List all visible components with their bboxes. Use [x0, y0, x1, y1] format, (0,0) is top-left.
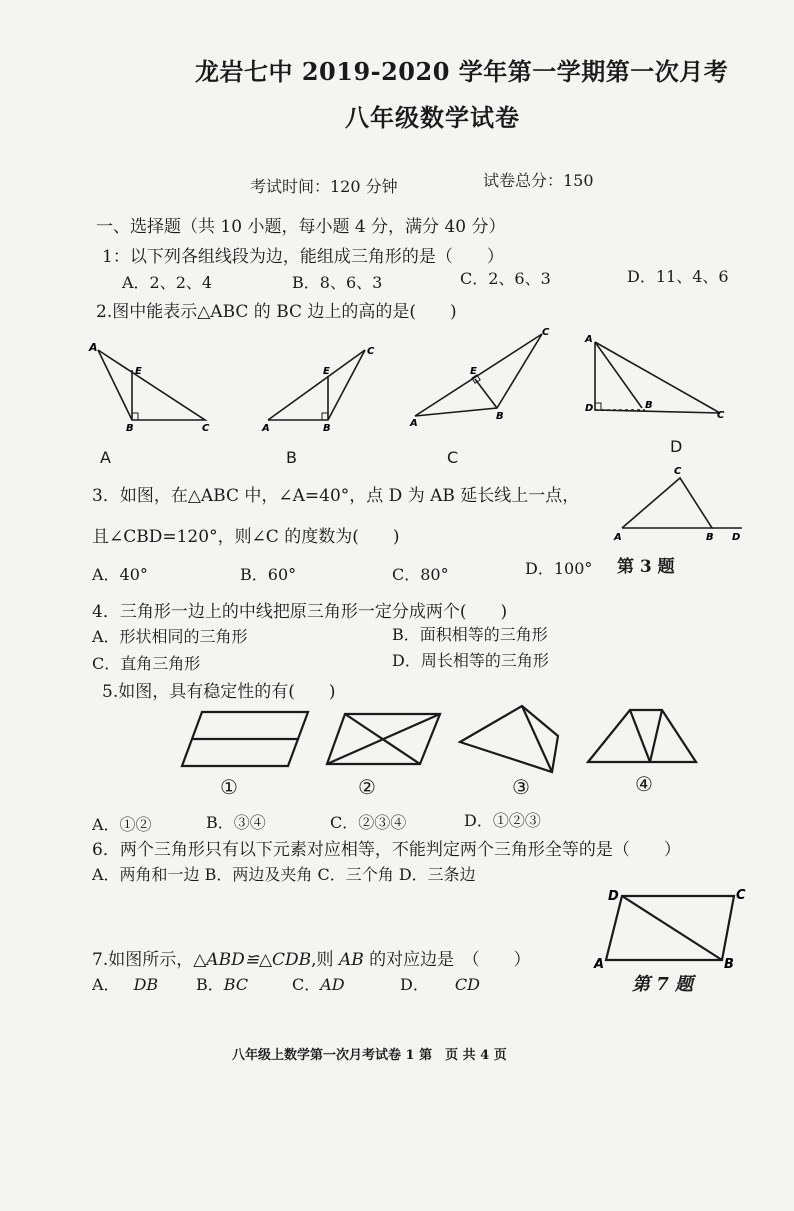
q7-option-d-key: D．: [400, 975, 429, 994]
q7-option-c-value: AD: [320, 975, 345, 994]
q7-option-b-key: B．: [196, 975, 224, 994]
q2-figures: [80, 318, 760, 438]
q3-label-c: C: [674, 466, 682, 477]
q3-label-a: A: [614, 532, 622, 543]
q5-stem: 5.如图，具有稳定性的有( ): [102, 682, 336, 702]
q3-option-b: B．60°: [240, 565, 297, 584]
q4-stem: 4．三角形一边上的中线把原三角形一定分成两个( ): [92, 602, 508, 622]
q4-option-b: B．面积相等的三角形: [392, 625, 548, 644]
q2d-label-a: A: [585, 334, 593, 345]
q1-option-c: C．2、6、3: [460, 269, 551, 288]
q4-option-c: C．直角三角形: [92, 654, 201, 673]
q7-option-d-value: CD: [454, 975, 480, 994]
q7-option-b-value: BC: [223, 975, 249, 994]
q7-option-c-key: C．: [292, 975, 321, 994]
q7-option-b: [196, 972, 248, 995]
q5-figures: [170, 700, 710, 780]
q7-label-d: D: [608, 889, 619, 904]
q3-option-d: D．100°: [525, 559, 593, 578]
q2a-label-b: B: [126, 423, 134, 434]
q4-option-d: D．周长相等的三角形: [392, 651, 549, 670]
q5-option-c: C．②③④: [330, 813, 407, 832]
page-footer: 八年级上数学第一次月考试卷 1 第 页 共 4 页: [232, 1048, 507, 1063]
q5-figure-label-4: ④: [635, 772, 653, 796]
q7-label-a: A: [594, 957, 605, 972]
q2c-label-b: B: [496, 411, 504, 422]
exam-subtitle: 八年级数学试卷: [345, 103, 520, 132]
q5-figure-label-3: ③: [512, 775, 530, 799]
q2b-label-a: A: [262, 423, 270, 434]
section-heading: 一、选择题（共 10 小题，每小题 4 分，满分 40 分）: [96, 217, 506, 237]
q5-figure-2: [327, 714, 440, 764]
q7-option-c: [292, 972, 345, 995]
q5-figure-4: [588, 710, 696, 762]
q2a-label-e: E: [135, 366, 142, 377]
q3-stem-line1: 3．如图，在△ABC 中，∠A=40°，点 D 为 AB 延长线上一点，: [92, 486, 580, 506]
q7-label-c: C: [736, 888, 746, 903]
q3-stem-line2: 且∠CBD=120°，则∠C 的度数为( ): [92, 527, 400, 547]
q1-option-d: D．11、4、6: [627, 267, 729, 286]
q2d-label-c: C: [717, 410, 725, 421]
q2-stem: 2.图中能表示△ABC 的 BC 边上的高的是( ): [96, 302, 457, 322]
q2-option-d-label: D: [670, 437, 683, 456]
q2b-label-b: B: [323, 423, 331, 434]
q3-option-a: A．40°: [92, 565, 148, 584]
q3-option-c: C．80°: [392, 565, 449, 584]
q2-option-a-label: A: [100, 448, 111, 467]
exam-title: 龙岩七中 2019-2020 学年第一学期第一次月考: [195, 57, 729, 86]
q2-figure-a: [98, 350, 205, 420]
q5-option-d: D．①②③: [464, 811, 541, 830]
q3-label-d: D: [732, 532, 741, 543]
q5-figure-label-2: ②: [358, 775, 376, 799]
q7-option-a: [92, 972, 158, 995]
q7-stem-suffix: 的对应边是 （ ）: [363, 950, 531, 970]
q3-label-b: B: [706, 532, 714, 543]
q5-figure-label-1: ①: [220, 775, 238, 799]
total-score: 试卷总分：150: [483, 171, 594, 190]
q7-stem-mid: ,则: [311, 950, 339, 970]
q3-fig-caption: 第 3 题: [617, 557, 675, 577]
q2a-label-a: A: [89, 341, 98, 354]
q3-figure: [612, 460, 762, 545]
q2b-label-c: C: [367, 346, 375, 357]
q7-stem-ab: AB: [338, 950, 364, 970]
q6-stem: 6．两个三角形只有以下元素对应相等，不能判定两个三角形全等的是（ ）: [92, 840, 681, 860]
q5-figure-1: [182, 712, 308, 766]
q2-figure-c: [415, 334, 542, 416]
q2d-label-b: B: [645, 400, 653, 411]
q1-option-a: A．2、2、4: [122, 273, 213, 292]
q2-figure-d: [595, 342, 720, 413]
q1-stem: 1：以下列各组线段为边，能组成三角形的是（ ）: [102, 247, 504, 267]
q2d-label-d: D: [585, 403, 594, 414]
q7-option-d: [400, 972, 480, 995]
q7-fig-caption: 第 7 题: [632, 974, 694, 995]
q1-option-b: B．8、6、3: [292, 273, 383, 292]
q4-option-a: A．形状相同的三角形: [92, 627, 248, 646]
q2-option-c-label: C: [447, 448, 459, 467]
q2c-label-e: E: [470, 366, 477, 377]
exam-time: 考试时间：120 分钟: [250, 177, 398, 196]
q6-options: A．两角和一边 B．两边及夹角 C．三个角 D．三条边: [92, 865, 476, 884]
q7-stem-prefix: 7.如图所示，: [92, 950, 194, 970]
q2-option-b-label: B: [286, 448, 297, 467]
q5-figure-3: [460, 706, 558, 772]
q2a-label-c: C: [202, 423, 210, 434]
q7-label-b: B: [724, 957, 734, 972]
q7-stem-math: △ABD≌△CDB: [193, 950, 312, 970]
q5-option-b: B．③④: [206, 813, 266, 832]
q7-option-a-key: A．: [92, 975, 120, 994]
q7-stem: [92, 945, 531, 970]
q2-figure-b: [268, 350, 365, 420]
q7-figure: [590, 880, 760, 980]
q2c-label-a: A: [410, 418, 418, 429]
q7-option-a-value: DB: [133, 975, 159, 994]
q2b-label-e: E: [323, 366, 330, 377]
q2c-label-c: C: [542, 327, 550, 338]
q5-option-a: A．①②: [92, 815, 152, 834]
